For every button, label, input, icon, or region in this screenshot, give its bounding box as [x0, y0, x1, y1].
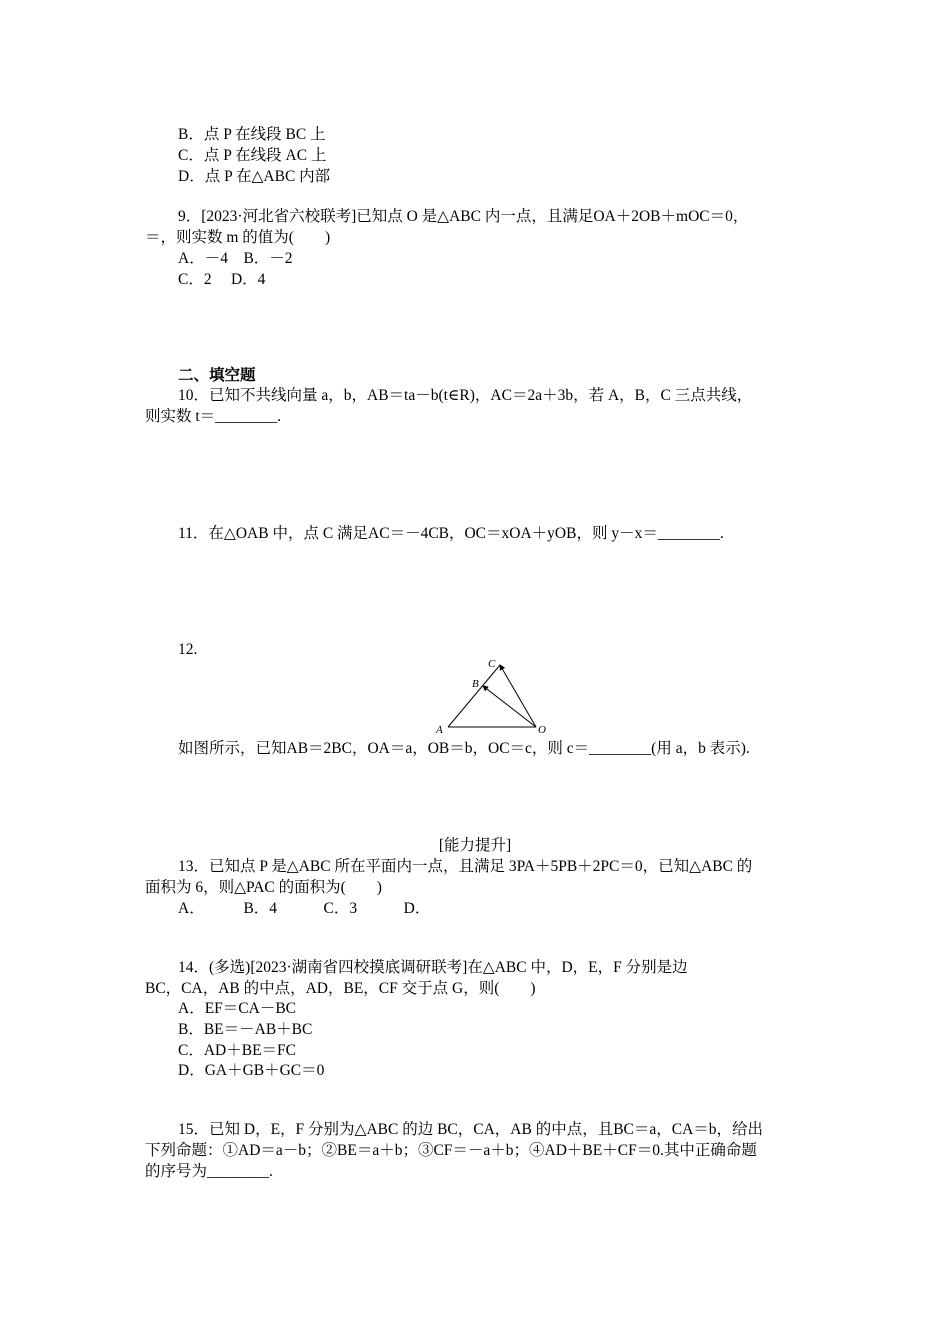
q11-line1: 11．在△OAB 中，点 C 满足AC＝－4CB，OC＝xOA＋yOB，则 y－x＝________.: [178, 525, 724, 542]
q15-line2: 下列命题：①AD＝a－b；②BE＝a＋b；③CF＝－a＋b；④AD＋BE＋CF＝0.其中正确命题: [145, 1142, 757, 1159]
vector-oc: [500, 665, 536, 727]
q12-text: 如图所示，已知AB＝2BC，OA＝a，OB＝b，OC＝c，则 c＝________(用 a，b 表示).: [178, 740, 750, 757]
q14-option-b: B．BE＝－AB＋BC: [178, 1021, 313, 1038]
label-a: A: [436, 724, 443, 736]
q14-option-c: C．AD＋BE＝FC: [178, 1042, 296, 1059]
vector-ob: [483, 686, 536, 727]
q12-number: 12.: [178, 641, 198, 658]
q14-option-a: A．EF＝CA－BC: [178, 1000, 296, 1017]
q13-line1: 13．已知点 P 是△ABC 所在平面内一点，且满足 3PA＋5PB＋2PC＝0，已知△ABC 的: [178, 858, 753, 875]
q8-option-d: D．点 P 在△ABC 内部: [178, 168, 331, 185]
q13-line2: 面积为 6，则△PAC 的面积为( ): [145, 879, 382, 896]
label-c: C: [488, 658, 496, 670]
q14-option-d: D．GA＋GB＋GC＝0: [178, 1062, 325, 1079]
q9-options-cd: C．2 D．4: [178, 271, 266, 288]
q10-line1: 10．已知不共线向量 a，b，AB＝ta－b(t∈R)，AC＝2a＋3b，若 A，B，C 三点共线，: [178, 387, 753, 404]
label-b: B: [472, 678, 479, 690]
q14-line2: BC，CA，AB 的中点，AD，BE，CF 交于点 G，则( ): [145, 980, 536, 997]
q12-triangle-figure: [432, 655, 552, 737]
q9-options-ab: A．－4 B．－2: [178, 250, 293, 267]
section-fill-in-title: 二、填空题: [178, 367, 256, 384]
q9-stem-line1: 9．[2023·河北省六校联考]已知点 O 是△ABC 内一点，且满足OA＋2OB＋mOC＝0，: [178, 208, 749, 225]
q10-line2: 则实数 t＝________.: [145, 408, 282, 425]
q15-line3: 的序号为________.: [145, 1163, 273, 1180]
q14-line1: 14．(多选)[2023·湖南省四校摸底调研联考]在△ABC 中，D，E，F 分别是边: [178, 959, 688, 976]
section-ability-title: [能力提升]: [438, 837, 512, 854]
q9-stem-line2: ＝，则实数 m 的值为( ): [145, 229, 331, 246]
q13-options: A． B．4 C．3 D．: [178, 900, 431, 917]
label-o: O: [538, 724, 546, 736]
q15-line1: 15．已知 D，E，F 分别为△ABC 的边 BC，CA，AB 的中点，且BC＝a，CA＝b，给出: [178, 1121, 764, 1138]
q8-option-c: C．点 P 在线段 AC 上: [178, 147, 327, 164]
segment-ac: [448, 665, 500, 727]
q8-option-b: B．点 P 在线段 BC 上: [178, 126, 326, 143]
